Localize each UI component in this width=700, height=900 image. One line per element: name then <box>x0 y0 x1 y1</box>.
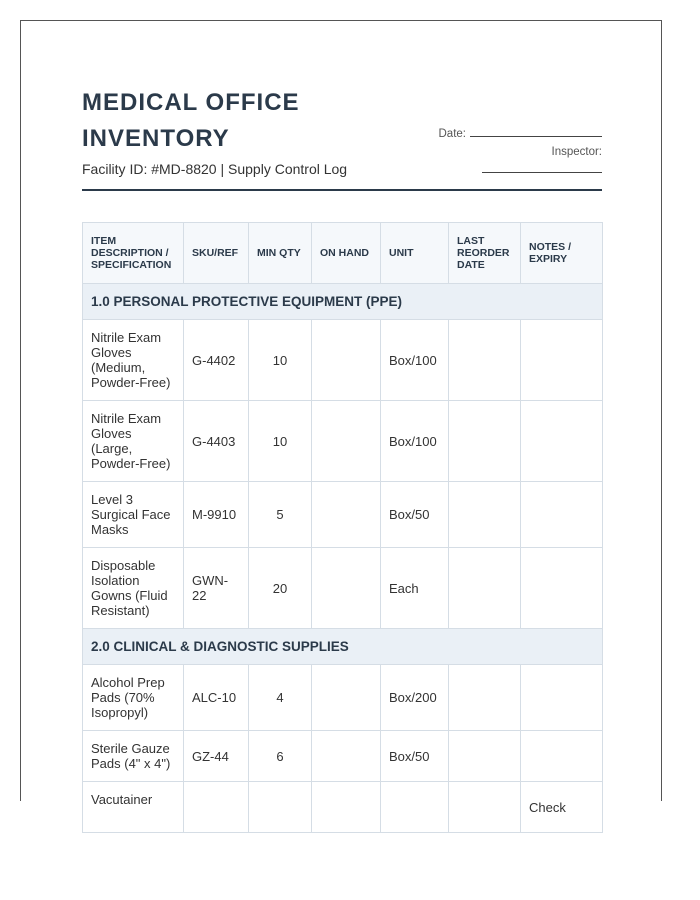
table-row <box>83 731 603 782</box>
section-row-clinical <box>83 629 603 665</box>
item-description: Vacutainer <box>83 782 184 833</box>
document-page <box>20 20 662 815</box>
column-header: SKU/REF <box>184 223 249 284</box>
date-label: Date: <box>438 128 466 140</box>
unit-cell <box>381 782 449 833</box>
section-title: 1.0 PERSONAL PROTECTIVE EQUIPMENT (PPE) <box>83 284 603 320</box>
section-row-ppe <box>83 284 603 320</box>
date-line <box>470 126 602 137</box>
document-subtitle: Facility ID: #MD-8820 | Supply Control Log <box>82 161 348 177</box>
table-row <box>83 401 603 482</box>
item-description: Nitrile Exam Gloves (Medium, Powder-Free) <box>83 320 184 401</box>
unit-cell: Box/100 <box>381 401 449 482</box>
min-qty-cell: 5 <box>249 482 312 548</box>
notes-cell[interactable] <box>521 665 603 731</box>
last-reorder-cell[interactable] <box>449 482 521 548</box>
item-description: Sterile Gauze Pads (4" x 4") <box>83 731 184 782</box>
table-row <box>83 482 603 548</box>
table-row <box>83 782 603 833</box>
inspector-label: Inspector: <box>551 146 602 158</box>
last-reorder-cell[interactable] <box>449 320 521 401</box>
notes-cell[interactable] <box>521 482 603 548</box>
unit-cell: Box/200 <box>381 665 449 731</box>
header-divider <box>82 189 602 191</box>
on-hand-cell[interactable] <box>312 320 381 401</box>
column-header: ITEM DESCRIPTION / SPECIFICATION <box>83 223 184 284</box>
on-hand-cell[interactable] <box>312 665 381 731</box>
min-qty-cell: 10 <box>249 401 312 482</box>
inspector-line[interactable] <box>482 172 602 173</box>
notes-cell[interactable] <box>521 401 603 482</box>
sku-cell: G-4403 <box>184 401 249 482</box>
last-reorder-cell[interactable] <box>449 731 521 782</box>
on-hand-cell[interactable] <box>312 782 381 833</box>
min-qty-cell: 4 <box>249 665 312 731</box>
column-header: ON HAND <box>312 223 381 284</box>
table-header-row <box>83 223 603 284</box>
document-title: MEDICAL OFFICE INVENTORY <box>82 89 300 152</box>
unit-cell: Each <box>381 548 449 629</box>
notes-cell[interactable]: Check <box>521 782 603 833</box>
table-row <box>83 665 603 731</box>
on-hand-cell[interactable] <box>312 548 381 629</box>
item-description: Level 3 Surgical Face Masks <box>83 482 184 548</box>
on-hand-cell[interactable] <box>312 482 381 548</box>
inventory-table <box>82 222 603 833</box>
sku-cell: G-4402 <box>184 320 249 401</box>
column-header: NOTES / EXPIRY <box>521 223 603 284</box>
sku-cell: M-9910 <box>184 482 249 548</box>
column-header: LAST REORDER DATE <box>449 223 521 284</box>
item-description: Nitrile Exam Gloves (Large, Powder-Free) <box>83 401 184 482</box>
last-reorder-cell[interactable] <box>449 782 521 833</box>
unit-cell: Box/100 <box>381 320 449 401</box>
min-qty-cell <box>249 782 312 833</box>
min-qty-cell: 10 <box>249 320 312 401</box>
sku-cell: GWN-22 <box>184 548 249 629</box>
last-reorder-cell[interactable] <box>449 665 521 731</box>
on-hand-cell[interactable] <box>312 401 381 482</box>
last-reorder-cell[interactable] <box>449 401 521 482</box>
table-row <box>83 548 603 629</box>
item-description: Alcohol Prep Pads (70% Isopropyl) <box>83 665 184 731</box>
column-header: MIN QTY <box>249 223 312 284</box>
notes-cell[interactable] <box>521 731 603 782</box>
sku-cell <box>184 782 249 833</box>
min-qty-cell: 20 <box>249 548 312 629</box>
last-reorder-cell[interactable] <box>449 548 521 629</box>
unit-cell: Box/50 <box>381 482 449 548</box>
sku-cell: ALC-10 <box>184 665 249 731</box>
document-header <box>82 85 602 192</box>
min-qty-cell: 6 <box>249 731 312 782</box>
item-description: Disposable Isolation Gowns (Fluid Resistant) <box>83 548 184 629</box>
date-field[interactable] <box>439 126 603 140</box>
notes-cell[interactable] <box>521 548 603 629</box>
unit-cell: Box/50 <box>381 731 449 782</box>
table-row <box>83 320 603 401</box>
notes-cell[interactable] <box>521 320 603 401</box>
on-hand-cell[interactable] <box>312 731 381 782</box>
column-header: UNIT <box>381 223 449 284</box>
sku-cell: GZ-44 <box>184 731 249 782</box>
section-title: 2.0 CLINICAL & DIAGNOSTIC SUPPLIES <box>83 629 603 665</box>
